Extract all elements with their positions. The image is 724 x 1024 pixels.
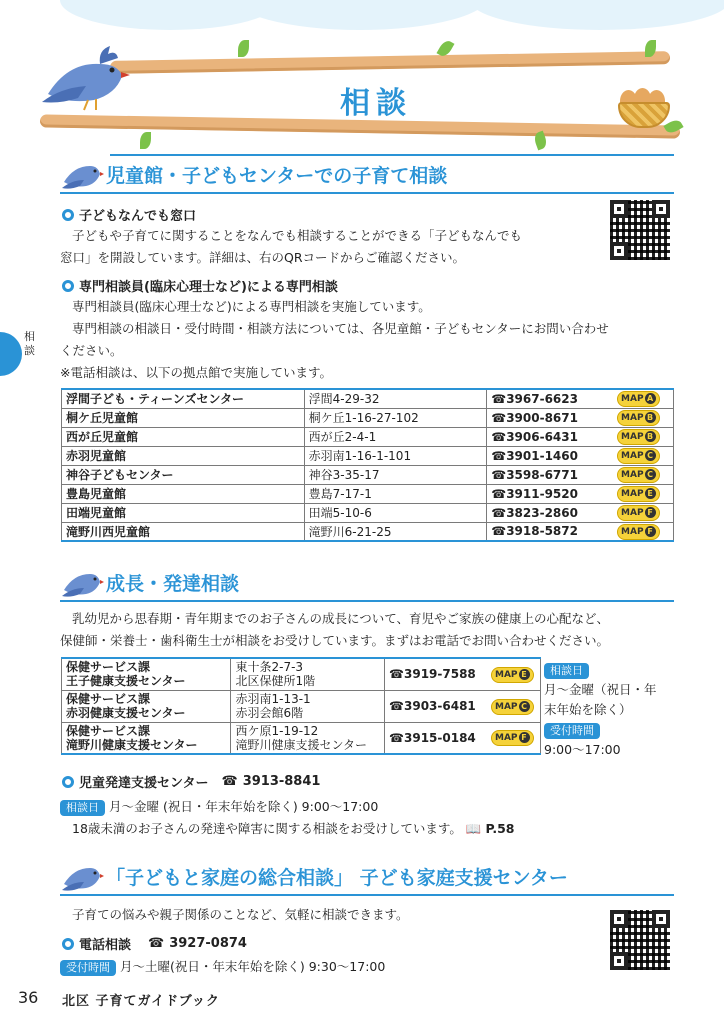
phone-icon: ☎ xyxy=(221,774,238,789)
facility-map[interactable] xyxy=(604,427,674,446)
cloud-decoration xyxy=(470,0,724,30)
subheading: 児童発達支援センター ☎ 3913-8841 xyxy=(62,772,320,791)
phone-icon: ☎ xyxy=(491,410,507,425)
table-row xyxy=(62,446,674,465)
facility-map[interactable] xyxy=(604,446,674,465)
paragraph: 乳幼児から思春期・青年期までのお子さんの成長について、育児やご家族の健康上の心配など、 保健師・栄養士・歯科衛生士が相談をお受けしています。まずはお電話でお問い合わせください。 xyxy=(60,611,610,648)
map-badge[interactable]: MAP F xyxy=(491,730,534,746)
consult-day-badge: 相談日 xyxy=(544,663,589,679)
phone-icon: ☎ xyxy=(491,391,507,406)
bird-icon xyxy=(60,858,104,894)
reception-time-badge: 受付時間 xyxy=(544,723,600,739)
map-badge[interactable]: MAP B xyxy=(617,410,660,426)
subheading: 電話相談 ☎ 3927-0874 xyxy=(62,934,247,953)
map-badge[interactable]: MAP C xyxy=(491,699,534,715)
center-phone[interactable]: ☎3903-6481 xyxy=(385,690,485,722)
branch-decoration xyxy=(110,51,670,74)
facility-name: 赤羽児童館 xyxy=(62,446,305,465)
table-row xyxy=(62,690,541,722)
facility-phone[interactable]: ☎3911-9520 xyxy=(487,484,604,503)
section-rule xyxy=(60,192,674,194)
facility-address: 赤羽南1-16-1-101 xyxy=(304,446,487,465)
section-title: 児童館・子どもセンターでの子育て相談 xyxy=(106,164,448,187)
page-title: 相談 xyxy=(340,86,412,121)
phone-icon: ☎ xyxy=(389,667,404,682)
center-phone[interactable]: ☎3915-0184 xyxy=(385,722,485,754)
phone-number[interactable]: 3927-0874 xyxy=(169,936,247,951)
phone-icon: ☎ xyxy=(491,448,507,463)
cloud-decoration xyxy=(230,0,490,30)
bullet-icon xyxy=(62,938,74,950)
qr-code[interactable] xyxy=(608,198,672,262)
reception-time-badge: 受付時間 xyxy=(60,960,116,976)
facility-map[interactable] xyxy=(604,484,674,503)
section-title: 成長・発達相談 xyxy=(106,572,240,595)
phone-icon: ☎ xyxy=(491,429,507,444)
center-name: 保健サービス課 赤羽健康支援センター xyxy=(62,690,231,722)
center-name: 保健サービス課 滝野川健康支援センター xyxy=(62,722,231,754)
section-rule xyxy=(60,600,674,602)
bird-icon xyxy=(38,42,138,112)
map-badge[interactable]: MAP C xyxy=(617,448,660,464)
qr-code[interactable] xyxy=(608,908,672,972)
table-row xyxy=(62,722,541,754)
bird-icon xyxy=(60,156,104,192)
phone-number[interactable]: 3913-8841 xyxy=(242,774,321,789)
map-badge[interactable]: MAP A xyxy=(617,391,660,407)
facility-address: 田端5-10-6 xyxy=(304,503,487,522)
paragraph: 受付時間 月～土曜(祝日・年末年始を除く) 9:30～17:00 xyxy=(60,956,600,978)
table-row xyxy=(62,427,674,446)
facility-phone[interactable]: ☎3918-5872 xyxy=(487,522,604,541)
facility-name: 滝野川西児童館 xyxy=(62,522,305,541)
facility-map[interactable] xyxy=(604,503,674,522)
facility-phone[interactable]: ☎3823-2860 xyxy=(487,503,604,522)
center-map[interactable] xyxy=(485,722,541,754)
map-badge[interactable]: MAP E xyxy=(617,486,660,502)
phone-icon: ☎ xyxy=(389,730,404,745)
consultation-hours: 相談日 月～金曜（祝日・年 末年始を除く） 受付時間 9:00～17:00 xyxy=(544,664,657,757)
center-name: 保健サービス課 王子健康支援センター xyxy=(62,658,231,690)
table-row xyxy=(62,389,674,408)
bullet-icon xyxy=(62,776,74,788)
subheading: 専門相談員(臨床心理士など)による専門相談 xyxy=(62,276,338,295)
section-rule xyxy=(60,894,674,896)
facility-name: 桐ケ丘児童館 xyxy=(62,408,305,427)
map-badge[interactable]: MAP E xyxy=(491,667,534,683)
facility-phone[interactable]: ☎3900-8671 xyxy=(487,408,604,427)
page-number: 36 xyxy=(18,988,39,1007)
facility-map[interactable] xyxy=(604,408,674,427)
nest-illustration xyxy=(612,88,676,126)
facility-address: 桐ケ丘1-16-27-102 xyxy=(304,408,487,427)
section-title: 「子どもと家庭の総合相談」 子ども家庭支援センター xyxy=(106,866,568,889)
facility-name: 田端児童館 xyxy=(62,503,305,522)
table-row xyxy=(62,465,674,484)
facility-map[interactable] xyxy=(604,389,674,408)
facility-phone[interactable]: ☎3598-6771 xyxy=(487,465,604,484)
facility-name: 西が丘児童館 xyxy=(62,427,305,446)
bullet-icon xyxy=(62,209,74,221)
leaf-decoration xyxy=(140,132,151,149)
side-tab xyxy=(0,332,22,376)
leaf-decoration xyxy=(238,40,249,57)
center-address: 東十条2-7-3 北区保健所1階 xyxy=(231,658,385,690)
center-map[interactable] xyxy=(485,658,541,690)
facility-map[interactable] xyxy=(604,465,674,484)
page-reference[interactable]: P.58 xyxy=(485,821,515,836)
facility-phone[interactable]: ☎3901-1460 xyxy=(487,446,604,465)
subheading: 子どもなんでも窓口 xyxy=(62,205,196,224)
paragraph: 子育ての悩みや親子関係のことなど、気軽に相談できます。 xyxy=(72,907,409,922)
map-badge[interactable]: MAP F xyxy=(617,505,660,521)
map-badge[interactable]: MAP F xyxy=(617,524,660,540)
facility-address: 西が丘2-4-1 xyxy=(304,427,487,446)
book-icon: 📖 xyxy=(465,821,482,836)
section-header-1 xyxy=(60,154,674,194)
facility-name: 浮間子ども・ティーンズセンター xyxy=(62,389,305,408)
table-row xyxy=(62,408,674,427)
paragraph: 専門相談員(臨床心理士など)による専門相談を実施しています。 専門相談の相談日・受付時間・相談方法については、各児童館・子どもセンターにお問い合わせ ください。 ※電話相談は、以下の拠点館で実施しています。 xyxy=(60,299,609,380)
facility-address: 浮間4-29-32 xyxy=(304,389,487,408)
center-address: 西ケ原1-19-12 滝野川健康支援センター xyxy=(231,722,385,754)
facility-name: 豊島児童館 xyxy=(62,484,305,503)
phone-icon: ☎ xyxy=(491,486,507,501)
table-row xyxy=(62,658,541,690)
paragraph: 子どもや子育てに関することをなんでも相談することができる「子どもなんでも 窓口」を開設しています。詳細は、右のQRコードからご確認ください。 xyxy=(60,228,523,265)
phone-icon: ☎ xyxy=(491,524,507,539)
side-tab-label: 相談 xyxy=(24,330,35,357)
map-badge[interactable]: MAP C xyxy=(617,467,660,483)
health-center-table xyxy=(61,657,541,755)
center-address: 赤羽南1-13-1 赤羽会館6階 xyxy=(231,690,385,722)
facility-phone[interactable]: ☎3906-6431 xyxy=(487,427,604,446)
map-badge[interactable]: MAP B xyxy=(617,429,660,445)
facility-address: 滝野川6-21-25 xyxy=(304,522,487,541)
table-row xyxy=(62,522,674,541)
bullet-icon xyxy=(62,280,74,292)
facility-phone[interactable]: ☎3967-6623 xyxy=(487,389,604,408)
bird-icon xyxy=(60,564,104,600)
facility-name: 神谷子どもセンター xyxy=(62,465,305,484)
paragraph: 相談日 月～金曜 (祝日・年末年始を除く) 9:00～17:00 18歳未満のお子さんの発達や障害に関する相談をお受けしています。 📖 P.58 xyxy=(60,796,680,840)
section-header-2 xyxy=(60,562,674,602)
facility-address: 神谷3-35-17 xyxy=(304,465,487,484)
phone-icon: ☎ xyxy=(148,936,165,951)
phone-icon: ☎ xyxy=(491,467,507,482)
center-phone[interactable]: ☎3919-7588 xyxy=(385,658,485,690)
consult-day-badge: 相談日 xyxy=(60,800,105,816)
table-row xyxy=(62,484,674,503)
section-header-3 xyxy=(60,856,674,896)
facility-address: 豊島7-17-1 xyxy=(304,484,487,503)
phone-icon: ☎ xyxy=(491,505,507,520)
center-table xyxy=(61,388,674,542)
facility-map[interactable] xyxy=(604,522,674,541)
table-row xyxy=(62,503,674,522)
footer-title: 北区 子育てガイドブック xyxy=(62,994,220,1009)
center-map[interactable] xyxy=(485,690,541,722)
phone-icon: ☎ xyxy=(389,699,404,713)
